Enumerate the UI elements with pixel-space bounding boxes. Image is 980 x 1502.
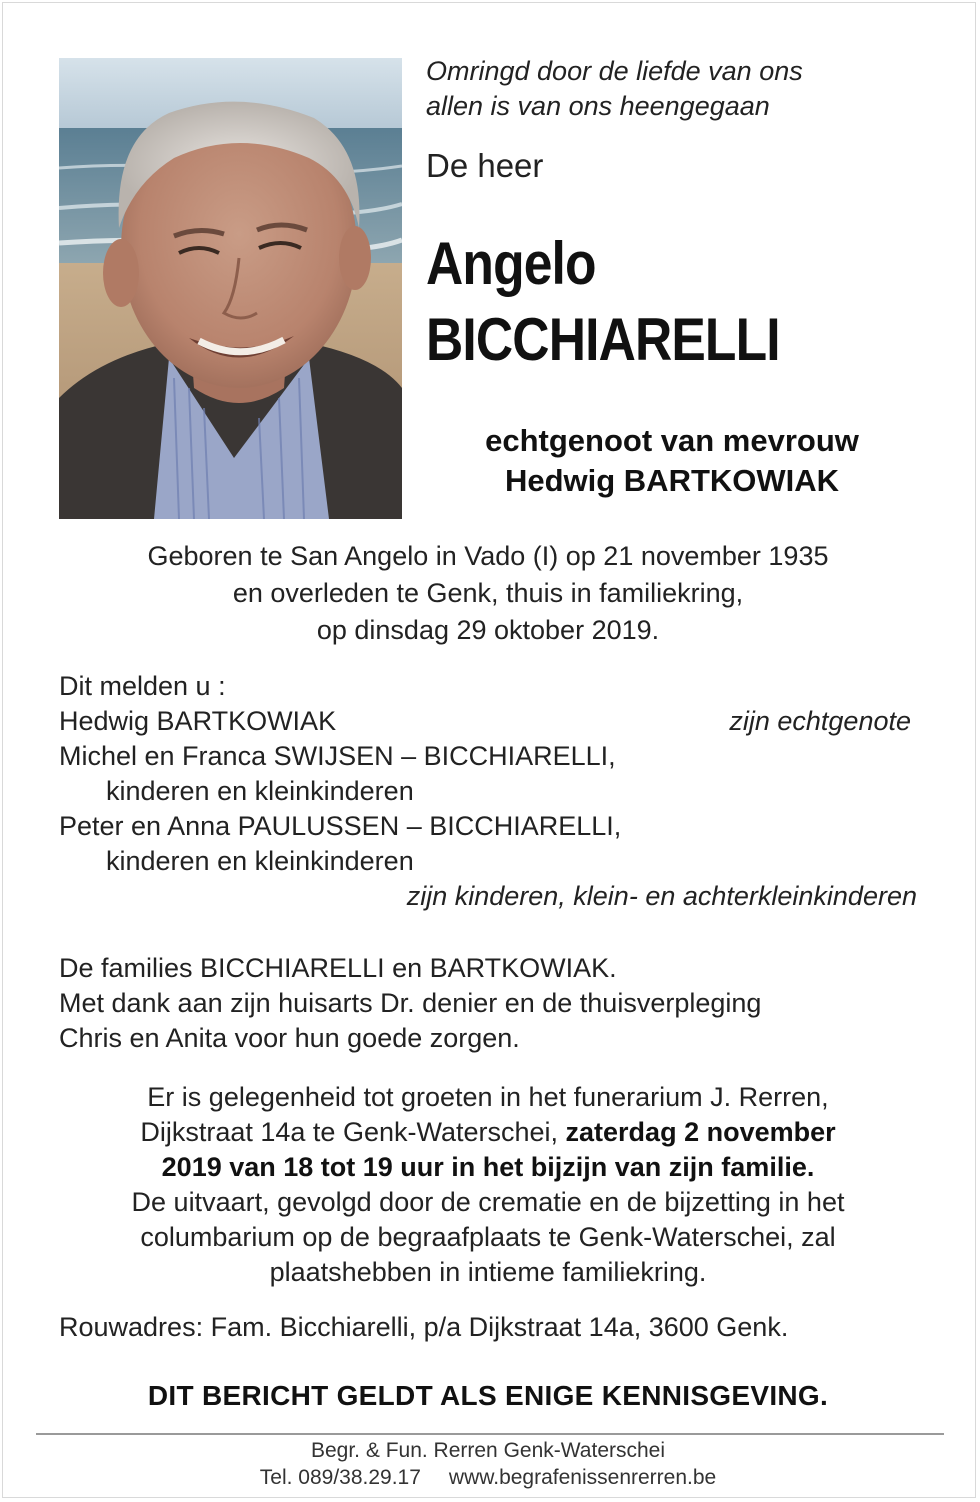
spouse-line-2: Hedwig BARTKOWIAK <box>504 463 840 498</box>
funeral-line-2-plain: Dijkstraat 14a te Genk-Waterschei, <box>140 1117 566 1147</box>
families-line-2: Met dank aan zijn huisarts Dr. denier en de thuisverpleging <box>59 988 762 1018</box>
birth-line-2: en overleden te Genk, thuis in familiekring, <box>232 578 744 608</box>
birth-death-info <box>30 538 946 649</box>
salutation: De heer <box>426 147 544 184</box>
first-name: Angelo <box>426 230 596 297</box>
mention-spouse-name: Hedwig BARTKOWIAK <box>59 706 337 736</box>
funeral-line-5: columbarium op de begraafplaats te Genk-Waterschei, zal <box>140 1222 836 1252</box>
official-notice: DIT BERICHT GELDT ALS ENIGE KENNISGEVING. <box>147 1380 829 1411</box>
families-line-1: De families BICCHIARELLI en BARTKOWIAK. <box>59 953 617 983</box>
footer <box>30 1437 946 1491</box>
families-line-3: Chris en Anita voor hun goede zorgen. <box>59 1023 520 1053</box>
portrait-photo <box>59 58 402 519</box>
footer-website[interactable]: www.begrafenissenrerren.be <box>448 1466 717 1489</box>
families-thanks <box>59 951 939 1056</box>
mourning-address: Rouwadres: Fam. Bicchiarelli, p/a Dijkstraat 14a, 3600 Genk. <box>59 1312 789 1342</box>
mention-child-2: Peter en Anna PAULUSSEN – BICCHIARELLI, <box>59 811 622 841</box>
birth-line-3: op dinsdag 29 oktober 2019. <box>316 615 660 645</box>
funeral-line-6: plaatshebben in intieme familiekring. <box>269 1257 707 1287</box>
mention-child-2-sub: kinderen en kleinkinderen <box>106 846 414 876</box>
footer-contact <box>30 1464 946 1491</box>
spouse-info <box>402 421 942 501</box>
intro-line-1: Omringd door de liefde van ons <box>426 56 803 86</box>
footer-phone: Tel. 089/38.29.17 <box>259 1466 421 1489</box>
mourners-list <box>59 669 939 914</box>
deceased-name <box>426 226 780 378</box>
intro-line-2: allen is van ons heengegaan <box>426 91 770 121</box>
funeral-line-2 <box>30 1115 946 1150</box>
last-name: BICCHIARELLI <box>426 306 780 373</box>
funeral-line-1: Er is gelegenheid tot groeten in het funerarium J. Rerren, <box>147 1082 829 1112</box>
funeral-date-bold: zaterdag 2 november <box>565 1117 836 1147</box>
funeral-info <box>30 1080 946 1290</box>
birth-line-1: Geboren te San Angelo in Vado (I) op 21 november 1935 <box>147 541 829 571</box>
funeral-line-4: De uitvaart, gevolgd door de crematie en de bijzetting in het <box>131 1187 845 1217</box>
mention-spouse-row <box>59 704 939 739</box>
funeral-time-bold: 2019 van 18 tot 19 uur in het bijzijn van zijn familie. <box>161 1152 815 1182</box>
funeral-line-3 <box>30 1150 946 1185</box>
mention-child-1: Michel en Franca SWIJSEN – BICCHIARELLI, <box>59 741 616 771</box>
mention-child-1-sub: kinderen en kleinkinderen <box>106 776 414 806</box>
mention-children-role: zijn kinderen, klein- en achterkleinkinderen <box>406 881 917 911</box>
spouse-line-1: echtgenoot van mevrouw <box>485 423 859 458</box>
mention-spouse-role: zijn echtgenote <box>729 706 911 736</box>
footer-divider <box>36 1433 944 1435</box>
mention-heading: Dit melden u : <box>59 671 226 701</box>
intro-text <box>426 54 803 124</box>
footer-company: Begr. & Fun. Rerren Genk-Waterschei <box>310 1439 666 1462</box>
